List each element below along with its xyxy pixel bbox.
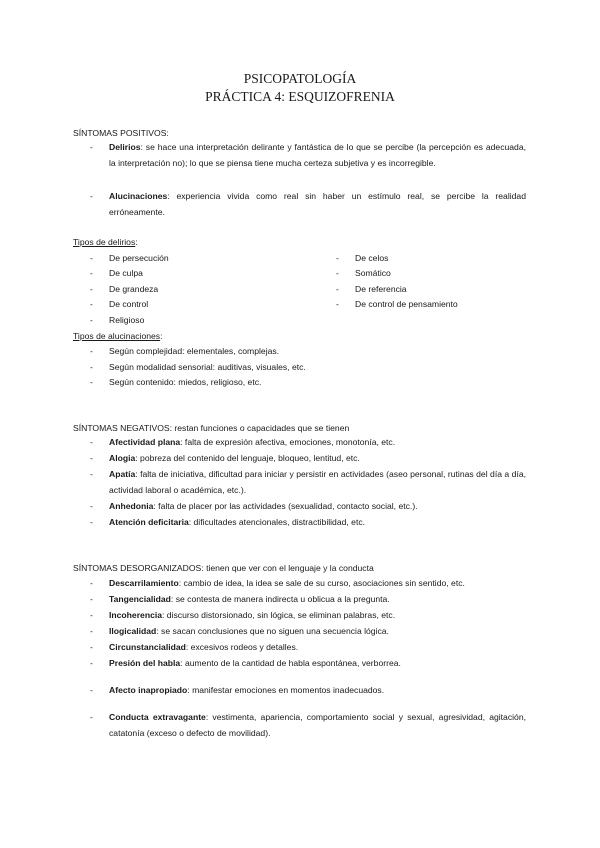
- document-title-line1: PSICOPATOLOGÍA: [243, 71, 357, 86]
- item-term: Alucinaciones: [109, 191, 168, 201]
- item-term: Alogia: [109, 453, 136, 463]
- item-term: Conducta extravagante: [109, 712, 206, 722]
- item-term: Tangencialidad: [109, 594, 171, 604]
- item-term: Afecto inapropiado: [109, 685, 188, 695]
- list-item: - Atención deficitaria: dificultades atencionales, distractibilidad, etc.: [90, 517, 366, 527]
- item-term: Circunstancialidad: [109, 642, 186, 652]
- item-term: Descarrilamiento: [109, 578, 179, 588]
- list-item: - Afecto inapropiado: manifestar emociones en momentos inadecuados.: [90, 685, 385, 695]
- item-desc: : manifestar emociones en momentos inadecuados.: [187, 685, 385, 695]
- list-item: - Circunstancialidad: excesivos rodeos y detalles.: [90, 642, 299, 652]
- list-item: - Conducta extravagante: vestimenta, apariencia, comportamiento social y sexual, agresividad, agitación, catatonía (exceso o defecto de movilidad).: [90, 712, 526, 738]
- item-term: Apatía: [109, 469, 136, 479]
- item-term: Ilogicalidad: [109, 626, 157, 636]
- item-desc: : dificultades atencionales, distractibilidad, etc.: [188, 517, 366, 527]
- list-item: - Descarrilamiento: cambio de idea, la idea se sale de su curso, asociaciones sin sentido, etc.: [90, 578, 465, 588]
- item-term: Delirios: [109, 142, 141, 152]
- tipos-alucinaciones-heading: Tipos de alucinaciones:: [73, 331, 163, 341]
- item-desc: : discurso distorsionado, sin lógica, se eliminan palabras, etc.: [162, 610, 396, 620]
- list-item: - Anhedonia: falta de placer por las actividades (sexualidad, contacto social, etc.).: [90, 501, 418, 511]
- list-item: - Ilogicalidad: se sacan conclusiones que no siguen una secuencia lógica.: [90, 626, 389, 636]
- tipos-delirios-heading: Tipos de delirios:: [73, 237, 138, 247]
- negativos-heading: SÍNTOMAS NEGATIVOS: restan funciones o capacidades que se tienen: [73, 423, 350, 433]
- item-desc: : vestimenta, apariencia, comportamiento social y sexual, agresividad, agitación, catatonía (exceso o defecto de movilidad).: [109, 712, 526, 738]
- item-term: Presión del habla: [109, 658, 181, 668]
- document-title-line2: PRÁCTICA 4: ESQUIZOFRENIA: [205, 89, 395, 104]
- list-item: - Delirios: se hace una interpretación delirante y fantástica de lo que se percibe (la percepción es adecuada, la interpretación no); lo que se piensa tiene mucha certeza subjetiva y es incorregible.: [90, 142, 526, 168]
- item-desc: : experiencia vivida como real sin haber un estímulo real, se percibe la realidad erróneamente.: [109, 191, 526, 217]
- list-item: - Afectividad plana: falta de expresión afectiva, emociones, monotonía, etc.: [90, 437, 396, 447]
- list-item: - Presión del habla: aumento de la cantidad de habla espontánea, verborrea.: [90, 658, 401, 668]
- list-item: - Incoherencia: discurso distorsionado, sin lógica, se eliminan palabras, etc.: [90, 610, 396, 620]
- list-item: - Apatía: falta de iniciativa, dificultad para iniciar y persistir en actividades (aseo personal, rutinas del día a día, actividad laboral o académica, etc.).: [90, 469, 526, 495]
- item-term: Incoherencia: [109, 610, 163, 620]
- item-desc: : se contesta de manera indirecta u oblicua a la pregunta.: [170, 594, 390, 604]
- item-term: Atención deficitaria: [109, 517, 189, 527]
- item-desc: : aumento de la cantidad de habla espontánea, verborrea.: [180, 658, 401, 668]
- item-desc: : falta de placer por las actividades (sexualidad, contacto social, etc.).: [153, 501, 418, 511]
- document-page: PSICOPATOLOGÍA PRÁCTICA 4: ESQUIZOFRENIA SÍNTOMAS POSITIVOS: - Delirios: se hace una interpretación delirante y fantástica de lo que se percibe (la percepción es adecuada, la interpretación no); lo que se piensa tiene mucha certeza subjetiva y es incorregible. - Alucinaciones: experiencia vivida como real sin haber un estímulo real, se percibe la realidad erróneamente. Tipos de delirios: - De persecución - De culpa - De grandeza - De control - Religioso - De celos - Somático - De referencia - De control de pensamiento Tipos de alucinaciones: - Según complejidad: elementales, complejas. - Según modalidad sensorial: auditivas, visuales, etc. - Según contenido: miedos, religioso, etc. SÍNTOMAS NEGATIVOS: restan funciones o capacidades que se tienen - Afectividad plana: falta de expresión afectiva, emociones, monotonía, etc. - Alogia: pobreza del contenido del lenguaje, bloqueo, lentitud, etc. - Apatía: falta de iniciativa, dificultad para iniciar y persistir en actividades (aseo personal, rutinas del día a día, actividad laboral o académica, etc.). - Anhedonia: falta de placer por las actividades (sexualidad, contacto social, etc.). - Atención deficitaria: dificultades atencionales, distractibilidad, etc. SÍNTOMAS DESORGANIZADOS: tienen que ver con el lenguaje y la conducta - Descarrilamiento: cambio de idea, la idea se sale de su curso, asociaciones sin sentido, etc. - Tangencialidad: se contesta de manera indirecta u oblicua a la pregunta. - Incoherencia: discurso distorsionado, sin lógica, se eliminan palabras, etc. - Ilogicalidad: se sacan conclusiones que no siguen una secuencia lógica. - Circunstancialidad: excesivos rodeos y detalles. - Presión del habla: aumento de la cantidad de habla espontánea, verborrea. - Afecto inapropiado: manifestar emociones en momentos inadecuados. - Conducta extravagante: vestimenta, apariencia, comportamiento social y sexual, agresividad, agitación, catatonía (exceso o defecto de movilidad).: [0, 0, 600, 848]
- item-desc: : se hace una interpretación delirante y fantástica de lo que se percibe (la percepción es adecuada, la interpretación no); lo que se piensa tiene mucha certeza subjetiva y es incorregible.: [109, 142, 526, 168]
- item-desc: : se sacan conclusiones que no siguen una secuencia lógica.: [156, 626, 389, 636]
- item-desc: : cambio de idea, la idea se sale de su curso, asociaciones sin sentido, etc.: [178, 578, 465, 588]
- list-item: - Alucinaciones: experiencia vivida como real sin haber un estímulo real, se percibe la realidad erróneamente.: [90, 191, 526, 217]
- list-item: - Tangencialidad: se contesta de manera indirecta u oblicua a la pregunta.: [90, 594, 390, 604]
- item-desc: : falta de iniciativa, dificultad para iniciar y persistir en actividades (aseo personal, rutinas del día a día, actividad laboral o académica, etc.).: [109, 469, 526, 495]
- item-term: Anhedonia: [109, 501, 154, 511]
- item-desc: : falta de expresión afectiva, emociones, monotonía, etc.: [180, 437, 396, 447]
- list-item: - Alogia: pobreza del contenido del lenguaje, bloqueo, lentitud, etc.: [90, 453, 360, 463]
- positivos-heading: SÍNTOMAS POSITIVOS:: [73, 128, 169, 138]
- desorganizados-heading: SÍNTOMAS DESORGANIZADOS: tienen que ver con el lenguaje y la conducta: [73, 563, 374, 573]
- item-desc: : pobreza del contenido del lenguaje, bloqueo, lentitud, etc.: [135, 453, 360, 463]
- item-desc: : excesivos rodeos y detalles.: [185, 642, 299, 652]
- item-term: Afectividad plana: [109, 437, 181, 447]
